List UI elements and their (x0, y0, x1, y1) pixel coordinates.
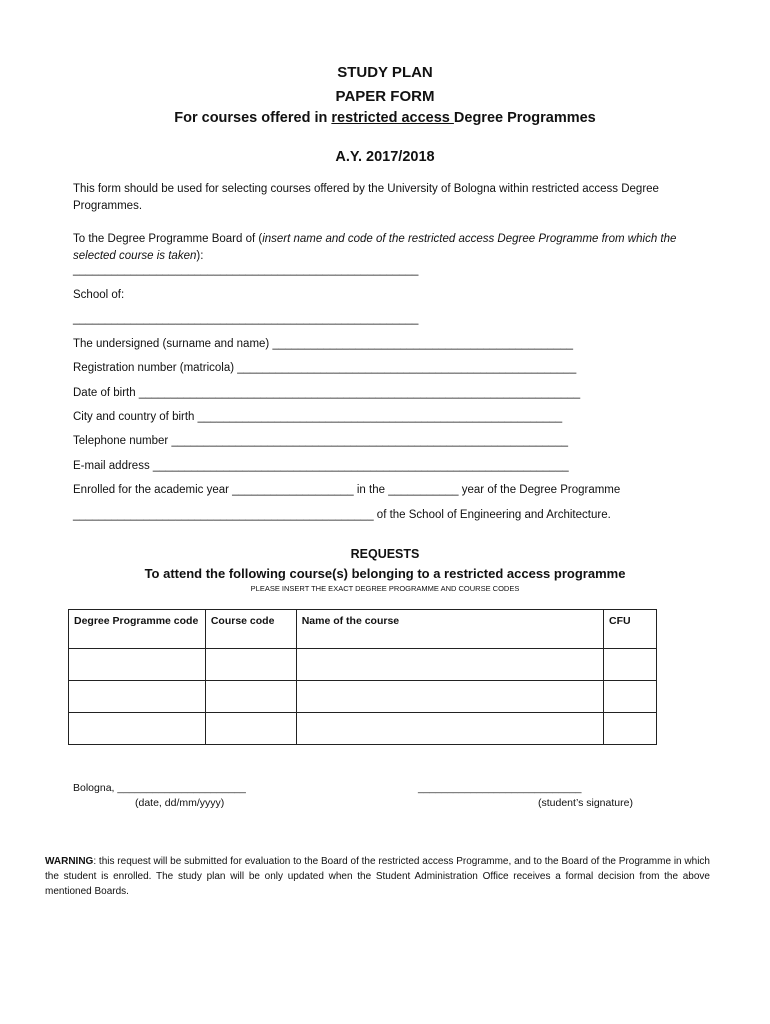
form-title: STUDY PLAN (337, 64, 433, 81)
scope-post: Degree Programmes (453, 110, 596, 126)
requests-note: PLEASE INSERT THE EXACT DEGREE PROGRAMME AND COURSE CODES (250, 584, 520, 593)
board-blank-field[interactable]: ______________________________________________________ (73, 264, 419, 276)
name-field[interactable]: The undersigned (surname and name) _______________________________________________ (73, 338, 574, 350)
requests-subtitle: To attend the following course(s) belonging to a restricted access programme (144, 566, 626, 581)
matricola-field[interactable]: Registration number (matricola) _____________________________________________________ (73, 362, 577, 374)
cell-course-name[interactable] (296, 713, 603, 745)
header-course-name: Name of the course (296, 610, 603, 649)
scope-underlined: restricted access (331, 110, 454, 126)
cell-course-code[interactable] (205, 649, 296, 681)
board-prefix: To the Degree Programme Board of ( (73, 233, 263, 245)
school-blank-field[interactable]: ______________________________________________________ (73, 313, 419, 325)
birth-place-field[interactable]: City and country of birth _________________________________________________________ (73, 411, 563, 423)
table-row (69, 649, 657, 681)
cell-course-name[interactable] (296, 681, 603, 713)
warning-label: WARNING (45, 856, 94, 867)
board-instruction (73, 231, 703, 265)
form-scope (0, 110, 770, 126)
place-date-field[interactable]: Bologna, ______________________ (73, 782, 246, 794)
email-field[interactable]: E-mail address _________________________________________________________________ (73, 460, 569, 472)
scope-pre: For courses offered in (174, 110, 332, 126)
date-hint: (date, dd/mm/yyyy) (135, 797, 225, 809)
table-header-row (69, 610, 657, 649)
school-label: School of: (73, 289, 125, 301)
engineering-field[interactable]: _______________________________________________ of the School of Engineering and Architecture. (73, 509, 611, 521)
requests-title: REQUESTS (350, 547, 420, 561)
table-row (69, 713, 657, 745)
cell-degree-code[interactable] (69, 713, 206, 745)
intro-text: This form should be used for selecting courses offered by the University of Bologna within restricted access Degree Programmes. (73, 183, 659, 212)
table-row (69, 681, 657, 713)
cell-course-code[interactable] (205, 681, 296, 713)
cell-cfu[interactable] (604, 649, 657, 681)
warning-text: : this request will be submitted for evaluation to the Board of the restricted access Programme, and to the Board of the Programme in which the student is enrolled. The study plan will be only updated when the Student Administration Office receives a formal decision from the above mentioned Boards. (45, 856, 710, 897)
academic-year: A.Y. 2017/2018 (335, 149, 435, 165)
courses-table (68, 609, 657, 745)
cell-course-code[interactable] (205, 713, 296, 745)
birth-date-field[interactable]: Date of birth _____________________________________________________________________ (73, 387, 581, 399)
cell-degree-code[interactable] (69, 681, 206, 713)
cell-cfu[interactable] (604, 681, 657, 713)
warning-notice (45, 854, 710, 899)
board-italic: insert name and code of the restricted access Degree Programme from which the selected course is taken (73, 233, 677, 262)
signature-field[interactable]: ____________________________ (418, 782, 582, 794)
cell-cfu[interactable] (604, 713, 657, 745)
header-degree-code: Degree Programme code (69, 610, 206, 649)
telephone-field[interactable]: Telephone number ______________________________________________________________ (73, 435, 568, 447)
cell-course-name[interactable] (296, 649, 603, 681)
board-suffix: ): (196, 250, 204, 262)
form-subtitle: PAPER FORM (335, 88, 435, 105)
header-cfu: CFU (604, 610, 657, 649)
header-course-code: Course code (205, 610, 296, 649)
signature-hint: (student’s signature) (538, 797, 633, 809)
cell-degree-code[interactable] (69, 649, 206, 681)
enrolled-field[interactable]: Enrolled for the academic year ___________________ in the ___________ year of the Degree Programme (73, 484, 621, 496)
